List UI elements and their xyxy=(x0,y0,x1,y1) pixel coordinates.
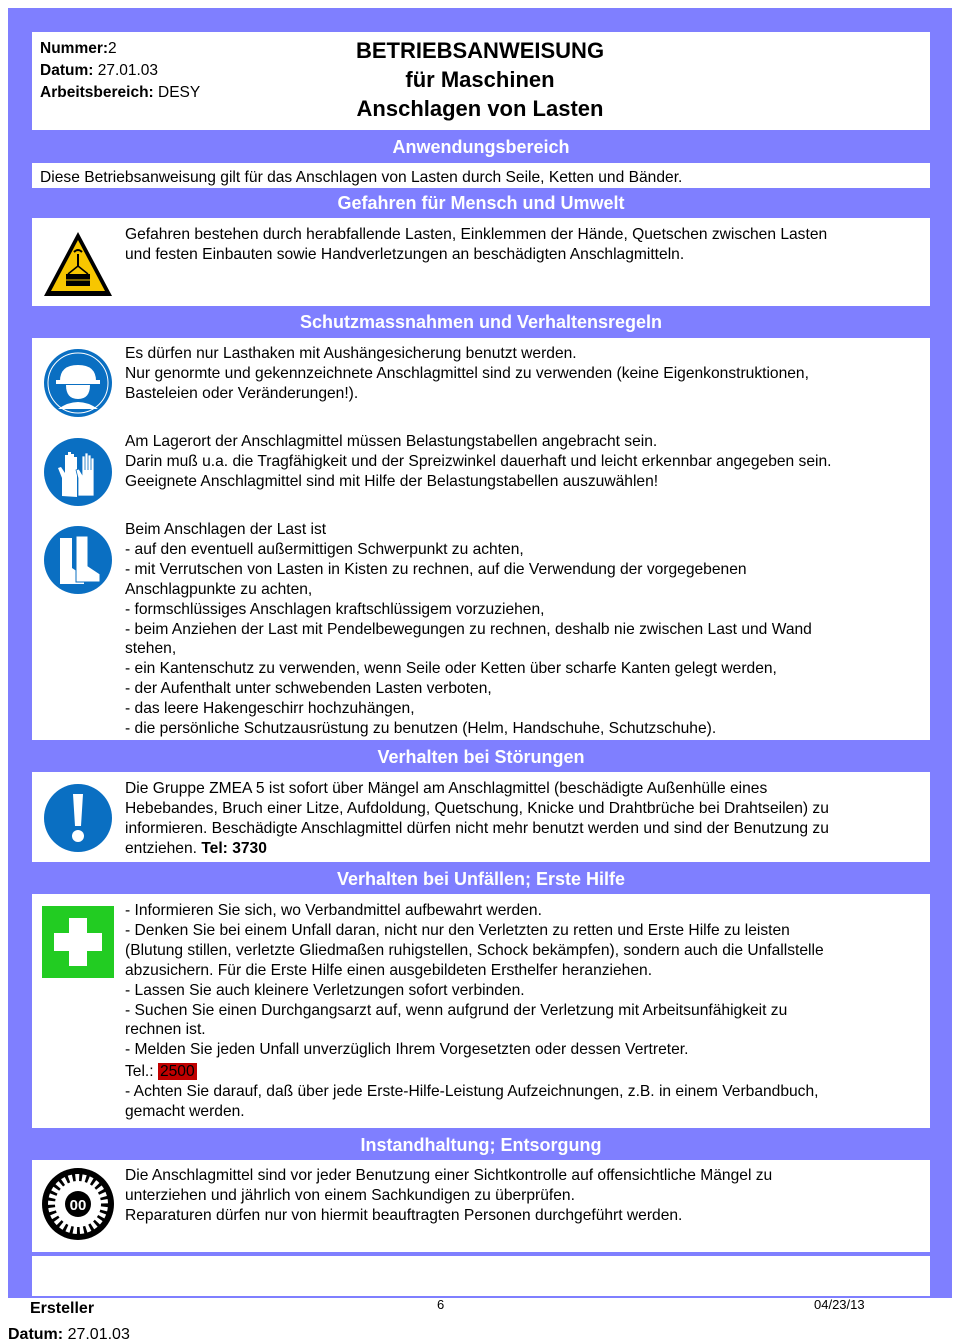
helmet-icon xyxy=(42,347,114,419)
section-heading-gefahren: Gefahren für Mensch und Umwelt xyxy=(337,193,625,213)
bereich-label: Arbeitsbereich: xyxy=(40,84,154,101)
footer-ersteller: Ersteller xyxy=(30,1300,95,1317)
stoerungen-tel: Tel: 3730 xyxy=(201,839,267,857)
inspection-seal-icon xyxy=(42,1168,114,1240)
schutz-text-2 xyxy=(125,432,915,492)
page-title xyxy=(310,36,650,123)
gefahren-paragraph: Gefahren bestehen durch herabfallende Lasten, Einklemmen der Hände, Quetschen zwischen Lasten und festen Einbauten sowie Handverletzungen an beschädigten Anschlagmitteln. xyxy=(125,226,828,263)
title-line-3: Anschlagen von Lasten xyxy=(356,96,604,121)
footer-panel xyxy=(32,1256,930,1296)
title-line-1: BETRIEBSANWEISUNG xyxy=(355,38,605,63)
title-line-2: für Maschinen xyxy=(405,67,555,92)
unfaelle-text xyxy=(125,901,915,1122)
first-aid-cross-icon xyxy=(42,906,114,978)
gloves-icon xyxy=(42,436,114,508)
section-heading-unfaelle: Verhalten bei Unfällen; Erste Hilfe xyxy=(336,869,626,889)
exclamation-icon xyxy=(42,782,114,854)
stoerungen-paragraph: Die Gruppe ZMEA 5 ist sofort über Mängel am Anschlagmittel (beschädigte Außenhülle eines Hebebandes, Bruch einer Litze, Aufdoldung, Quetschung, Knicke und Drahtbrüche bei Drahtseilen) zu informieren. Beschädigte Anschlagmittel dürfen nicht mehr benutzt werden und sind der Benutzung zu entziehen. xyxy=(125,780,829,857)
footer-datum xyxy=(8,1326,130,1344)
nummer-label: Nummer: xyxy=(40,40,109,57)
unfaelle-paragraph-2: - Achten Sie darauf, daß über jede Erste-Hilfe-Leistung Aufzeichnungen, z.B. in einem Verbandbuch, gemacht werden. xyxy=(125,1083,819,1121)
section-heading-anwendung: Anwendungsbereich xyxy=(392,137,570,157)
schutz-paragraph-2: Am Lagerort der Anschlagmittel müssen Belastungstabellen angebracht sein. Darin muß u.a. die Tragfähigkeit und der Spreizwinkel dauerhaft und leicht erkennbar angegeben sein. Geeignete Anschlagmittel sind mit Hilfe der Belastungstabellen auszuwählen! xyxy=(125,433,832,490)
footer-date: 04/23/13 xyxy=(814,1297,865,1312)
datum-label: Datum: xyxy=(40,62,94,79)
datum-value: 27.01.03 xyxy=(97,62,159,79)
schutz-text-3 xyxy=(125,520,915,739)
bereich-value: DESY xyxy=(158,84,201,101)
anwendung-text: Diese Betriebsanweisung gilt für das Anschlagen von Lasten durch Seile, Ketten und Bänder. xyxy=(40,169,683,186)
unfaelle-tel-value: 2500 xyxy=(159,1063,195,1081)
unfaelle-paragraph-1: - Informieren Sie sich, wo Verbandmittel aufbewahrt werden. - Denken Sie bei einem Unfall daran, nicht nur den Verletzten zu retten und Erste Hilfe zu leisten (Blutung stillen, verletzte Gliedmaßen ruhigstellen, Schock bekämpfen), sondern auch die Unfallstelle abzusichern. Für die Erste Hilfe einen ausgebildeten Ersthelfer heranziehen. - Lassen Sie auch kleinere Verletzungen sofort verbinden. - Suchen Sie einen Durchgangsarzt auf, wenn aufgrund der Verletzung mit Arbeitsunfähigkeit zu rechnen ist. - Melden Sie jeden Unfall unverzüglich Ihrem Vorgesetzten oder dessen Vertreter. xyxy=(125,902,824,1059)
instandhaltung-paragraph: Die Anschlagmittel sind vor jeder Benutzung einer Sichtkontrolle auf offensichtliche Mängel zu unterziehen und jährlich von einem Sachkundigen zu überprüfen. Reparaturen dürfen nur von hiermit beauftragten Personen durchgeführt werden. xyxy=(125,1167,773,1224)
section-heading-stoerungen: Verhalten bei Störungen xyxy=(377,747,585,767)
footer-datum-value: 27.01.03 xyxy=(67,1326,130,1343)
instandhaltung-text xyxy=(125,1166,915,1226)
schutz-text-1 xyxy=(125,344,915,404)
footer-datum-label: Datum: xyxy=(8,1326,64,1343)
nummer-value: 2 xyxy=(108,40,117,57)
gefahren-text xyxy=(125,225,915,265)
warning-suspended-load-icon xyxy=(42,228,114,300)
header-info xyxy=(40,38,200,104)
footer-page-number: 6 xyxy=(437,1297,445,1312)
safety-boots-icon xyxy=(42,524,114,596)
seal-number: 00 xyxy=(69,1197,87,1214)
stoerungen-text xyxy=(125,779,915,859)
section-heading-instandhaltung: Instandhaltung; Entsorgung xyxy=(360,1135,602,1155)
unfaelle-tel-label: Tel.: xyxy=(125,1063,154,1081)
schutz-paragraph-1: Es dürfen nur Lasthaken mit Aushängesicherung benutzt werden. Nur genormte und gekennzeichnete Anschlagmittel sind zu verwenden (keine Eigenkonstruktionen, Basteleien oder Veränderungen!). xyxy=(125,345,809,402)
section-heading-schutz: Schutzmassnahmen und Verhaltensregeln xyxy=(299,312,663,332)
schutz-paragraph-3: Beim Anschlagen der Last ist - auf den eventuell außermittigen Schwerpunkt zu achten, - mit Verrutschen von Lasten in Kisten zu rechnen, auf die Verwendung der vorgegebenen Anschlagpunkte zu achten, - formschlüssiges Anschlagen kraftschlüssigem vorzuziehen, - beim Anziehen der Last mit Pendelbewegungen zu rechnen, deshalb nie zwischen Last und Wand stehen, - ein Kantenschutz zu verwenden, wenn Seile oder Ketten über scharfe Kanten gelegt werden, - der Aufenthalt unter schwebenden Lasten verboten, - das leere Hakengeschirr hochzuhängen, - die persönliche Schutzausrüstung zu benutzen (Helm, Handschuhe, Schutzschuhe). xyxy=(125,521,812,738)
